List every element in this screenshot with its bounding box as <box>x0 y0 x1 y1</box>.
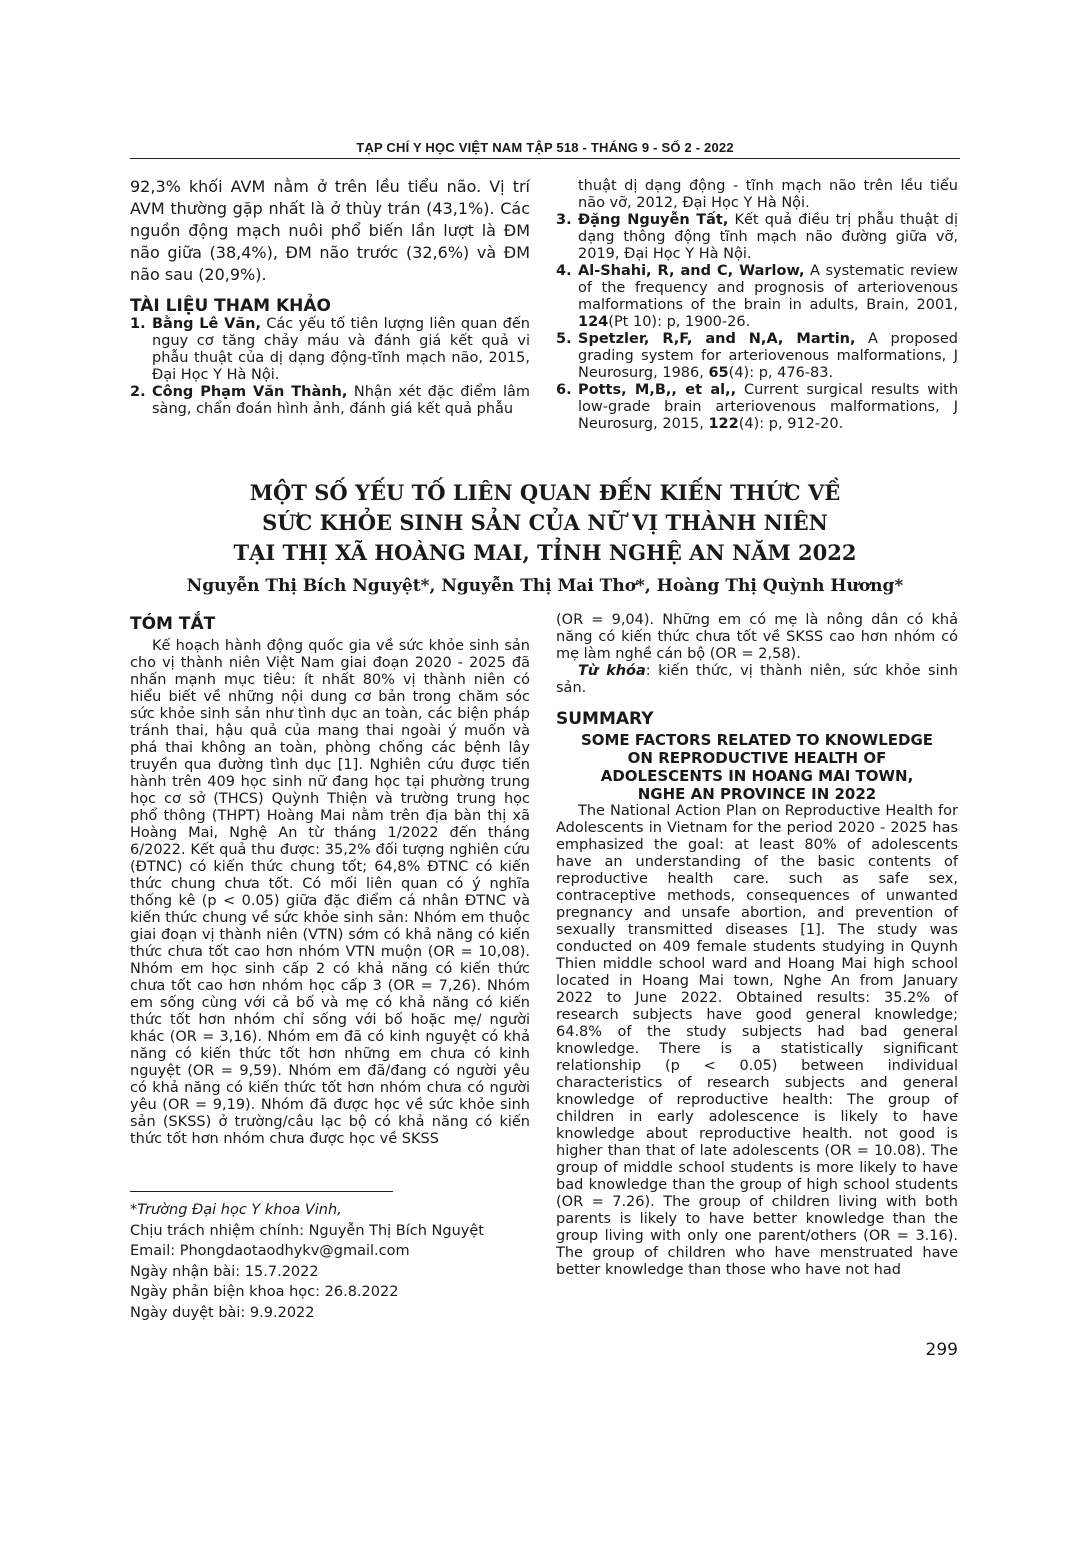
reference-text: thuật dị dạng động - tĩnh mạch não trên lều tiểu não vỡ, 2012, Đại Học Y Hà Nội. <box>578 178 958 211</box>
reference-author: Al-Shahi, R, and C, Warlow, <box>578 263 805 279</box>
reference-item <box>130 384 530 418</box>
reference-text: A proposed grading system for arteriovenous malformations, J Neurosurg, 1986, <box>578 331 958 381</box>
abstract-left-column <box>130 614 530 1148</box>
reference-item <box>130 316 530 384</box>
keywords-label: Từ khóa <box>578 663 646 679</box>
reference-volume: 124 <box>578 314 609 330</box>
abstract-text-continued: (OR = 9,04). Những em có mẹ là nông dân có khả năng có kiến thức chưa tốt về SKSS cao hơn nhóm có mẹ làm nghề cán bộ (OR = 2,58). <box>556 612 958 662</box>
summary-title-line: ADOLESCENTS IN HOANG MAI TOWN, <box>600 767 914 785</box>
reference-item <box>556 212 958 263</box>
footnote-received: Ngày nhận bài: 15.7.2022 <box>130 1263 319 1280</box>
footnote-affiliation: *Trường Đại học Y khoa Vinh, <box>130 1202 342 1218</box>
reference-volume: 122 <box>708 416 739 432</box>
abstract-text: Kế hoạch hành động quốc gia về sức khỏe sinh sản cho vị thành niên Việt Nam giai đoạn 2020 - 2025 đã nhấn mạnh mục tiêu: ít nhất 80% vị thành niên có hiểu biết về những nội dung cơ bản trong chăm sóc sức khỏe sinh sản như tình dục an toàn, các biện pháp tránh thai, hậu quả của mang thai ngoài ý muốn và phá thai không an toàn, phòng chống các bệnh lây truyền qua đường tình dục [1]. Nghiên cứu được tiến hành trên 409 học sinh nữ đang học tại phường trung học cơ sở (THCS) Quỳnh Thiện và trường trung học phổ thông (THPT) Hoàng Mai nằm trên địa bàn thị xã Hoàng Mai, Nghệ An từ tháng 1/2022 đến tháng 6/2022. Kết quả thu được: 35,2% đối tượng nghiên cứu (ĐTNC) có kiến thức chung tốt; 64,8% ĐTNC có kiến thức chung chưa tốt. Có mối liên quan có ý nghĩa thống kê (p < 0.05) giữa đặc điểm cá nhân ĐTNC và kiến thức chung về sức khỏe sinh sản: Nhóm em thuộc giai đoạn vị thành niên (VTN) sớm có khả năng có kiến thức chưa tốt cao hơn nhóm VTN muộn (OR = 10,08). Nhóm em học sinh cấp 2 có khả năng có kiến thức chưa tốt cao hơn nhóm học cấp 3 (OR = 7,26). Nhóm em sống cùng với cả bố và mẹ có khả năng có kiến thức tốt hơn nhóm chỉ sống với bố hoặc mẹ/ người khác (OR = 3,16). Nhóm em đã có kinh nguyệt có khả năng có kiến thức tốt hơn những em chưa có kinh nguyệt (OR = 9,59). Nhóm em đã/đang có người yêu có khả năng có kiến thức tốt hơn nhóm chưa có người yêu (OR = 9,19). Nhóm đã được học về sức khỏe sinh sản (SKSS) ở trường/câu lạc bộ có khả năng có kiến thức tốt hơn nhóm chưa được học về SKSS <box>130 638 530 1147</box>
footnote-accepted: Ngày duyệt bài: 9.9.2022 <box>130 1304 315 1321</box>
article-title <box>130 478 960 568</box>
summary-title-line: SOME FACTORS RELATED TO KNOWLEDGE <box>580 731 934 749</box>
reference-number: 3. <box>556 212 572 228</box>
prev-article-left-column <box>130 176 530 418</box>
footnote-rule <box>130 1191 393 1192</box>
reference-author: Bằng Lê Văn, <box>152 316 261 332</box>
abstract-right-column <box>556 612 958 1279</box>
reference-author: Công Phạm Văn Thành, <box>152 384 348 400</box>
journal-header: TẠP CHÍ Y HỌC VIỆT NAM TẬP 518 - THÁNG 9 - SỐ 2 - 2022 <box>356 140 734 155</box>
reference-text: Kết quả điều trị phẫu thuật dị dạng thông động tĩnh mạch não đường giữa vỡ, 2019, Đại Học Y Hà Nội. <box>578 212 959 262</box>
article-title-line: MỘT SỐ YẾU TỐ LIÊN QUAN ĐẾN KIẾN THỨC VỀ <box>249 480 841 505</box>
reference-text: Current surgical results with low-grade brain arteriovenous malformations, J Neurosurg, 2015, <box>578 382 959 432</box>
footnote <box>130 1200 550 1323</box>
prev-article-right-column <box>556 178 958 433</box>
summary-text: The National Action Plan on Reproductive Health for Adolescents in Vietnam for the period 2020 - 2025 has emphasized the goal: at least 80% of adolescents have an understanding of the basic contents of reproductive health care. such as safe sex, contraceptive methods, consequences of unwanted pregnancy and unsafe abortion, and prevention of sexually transmitted diseases [1]. The study was conducted on 409 female students studying in Quynh Thien middle school ward and Hoang Mai high school located in Hoang Mai town, Nghe An from January 2022 to June 2022. Obtained results: 35.2% of research subjects have good general knowledge; 64.8% of the study subjects had bad general knowledge. There is a statistically significant relationship (p < 0.05) between individual characteristics of research subjects and general knowledge of reproductive health: The group of children in early adolescence is likely to have knowledge about reproductive health. not good is higher than that of late adolescents (OR = 10.08). The group of middle school students is more likely to have bad knowledge than the group of high school students (OR = 7.26). The group of children living with both parents is likely to have better knowledge than the group living with only one parent/others (OR = 3.16). The group of children who have menstruated have better knowledge than those who have not had <box>556 803 958 1278</box>
reference-pages: (Pt 10): p, 1900-26. <box>608 314 751 330</box>
header-rule <box>130 158 960 159</box>
summary-heading: SUMMARY <box>556 709 654 729</box>
reference-item <box>556 382 958 433</box>
reference-item <box>556 331 958 382</box>
reference-author: Đặng Nguyễn Tất, <box>578 212 729 228</box>
article-title-line: SỨC KHỎE SINH SẢN CỦA NỮ VỊ THÀNH NIÊN <box>262 510 828 535</box>
reference-number: 2. <box>130 384 146 400</box>
keywords-text: : kiến thức, vị thành niên, sức khỏe sinh sản. <box>556 663 958 696</box>
references-heading: TÀI LIỆU THAM KHẢO <box>130 296 331 316</box>
footnote-reviewed: Ngày phản biện khoa học: 26.8.2022 <box>130 1284 399 1300</box>
article-authors: Nguyễn Thị Bích Nguyệt*, Nguyễn Thị Mai Thơ*, Hoàng Thị Quỳnh Hương* <box>186 576 904 596</box>
keywords <box>556 663 958 697</box>
footnote-responsible: Chịu trách nhiệm chính: Nguyễn Thị Bích Nguyệt <box>130 1222 484 1239</box>
page-number: 299 <box>925 1340 958 1360</box>
prev-article-conclusion: 92,3% khối AVM nằm ở trên lều tiểu não. Vị trí AVM thường gặp nhất là ở thùy trán (43,1%). Các nguồn động mạch nuôi phổ biến lần lượt là ĐM não giữa (38,4%), ĐM não trước (32,6%) và ĐM não sau (20,9%). <box>130 177 530 284</box>
summary-title <box>556 731 958 803</box>
summary-title-line: ON REPRODUCTIVE HEALTH OF <box>627 749 887 767</box>
reference-author: Spetzler, R,F, and N,A, Martin, <box>578 331 856 347</box>
reference-text: Nhận xét đặc điểm lâm sàng, chẩn đoán hình ảnh, đánh giá kết quả phẫu <box>152 384 531 417</box>
reference-pages: (4): p, 476-83. <box>728 365 834 381</box>
reference-author: Potts, M,B,, et al,, <box>578 382 737 398</box>
footnote-email: Email: Phongdaotaodhykv@gmail.com <box>130 1243 410 1259</box>
summary-title-line: NGHE AN PROVINCE IN 2022 <box>637 785 877 803</box>
reference-item-continued <box>556 178 958 212</box>
reference-number: 6. <box>556 382 572 398</box>
reference-text: Các yếu tố tiên lượng liên quan đến nguy cơ tăng chảy máu và đánh giá kết quả vi phẫu thuật của dị dạng động-tĩnh mạch não, 2015, Đại Học Y Hà Nội. <box>152 316 530 383</box>
article-title-line: TẠI THỊ XÃ HOÀNG MAI, TỈNH NGHỆ AN NĂM 2022 <box>233 540 857 565</box>
abstract-heading: TÓM TẮT <box>130 614 216 634</box>
reference-pages: (4): p, 912-20. <box>738 416 844 432</box>
reference-text: A systematic review of the frequency and prognosis of arteriovenous malformations of the brain in adults, Brain, 2001, <box>578 263 958 313</box>
reference-volume: 65 <box>708 365 729 381</box>
reference-item <box>556 263 958 331</box>
reference-number: 4. <box>556 263 572 279</box>
reference-number: 5. <box>556 331 572 347</box>
reference-number: 1. <box>130 316 146 332</box>
